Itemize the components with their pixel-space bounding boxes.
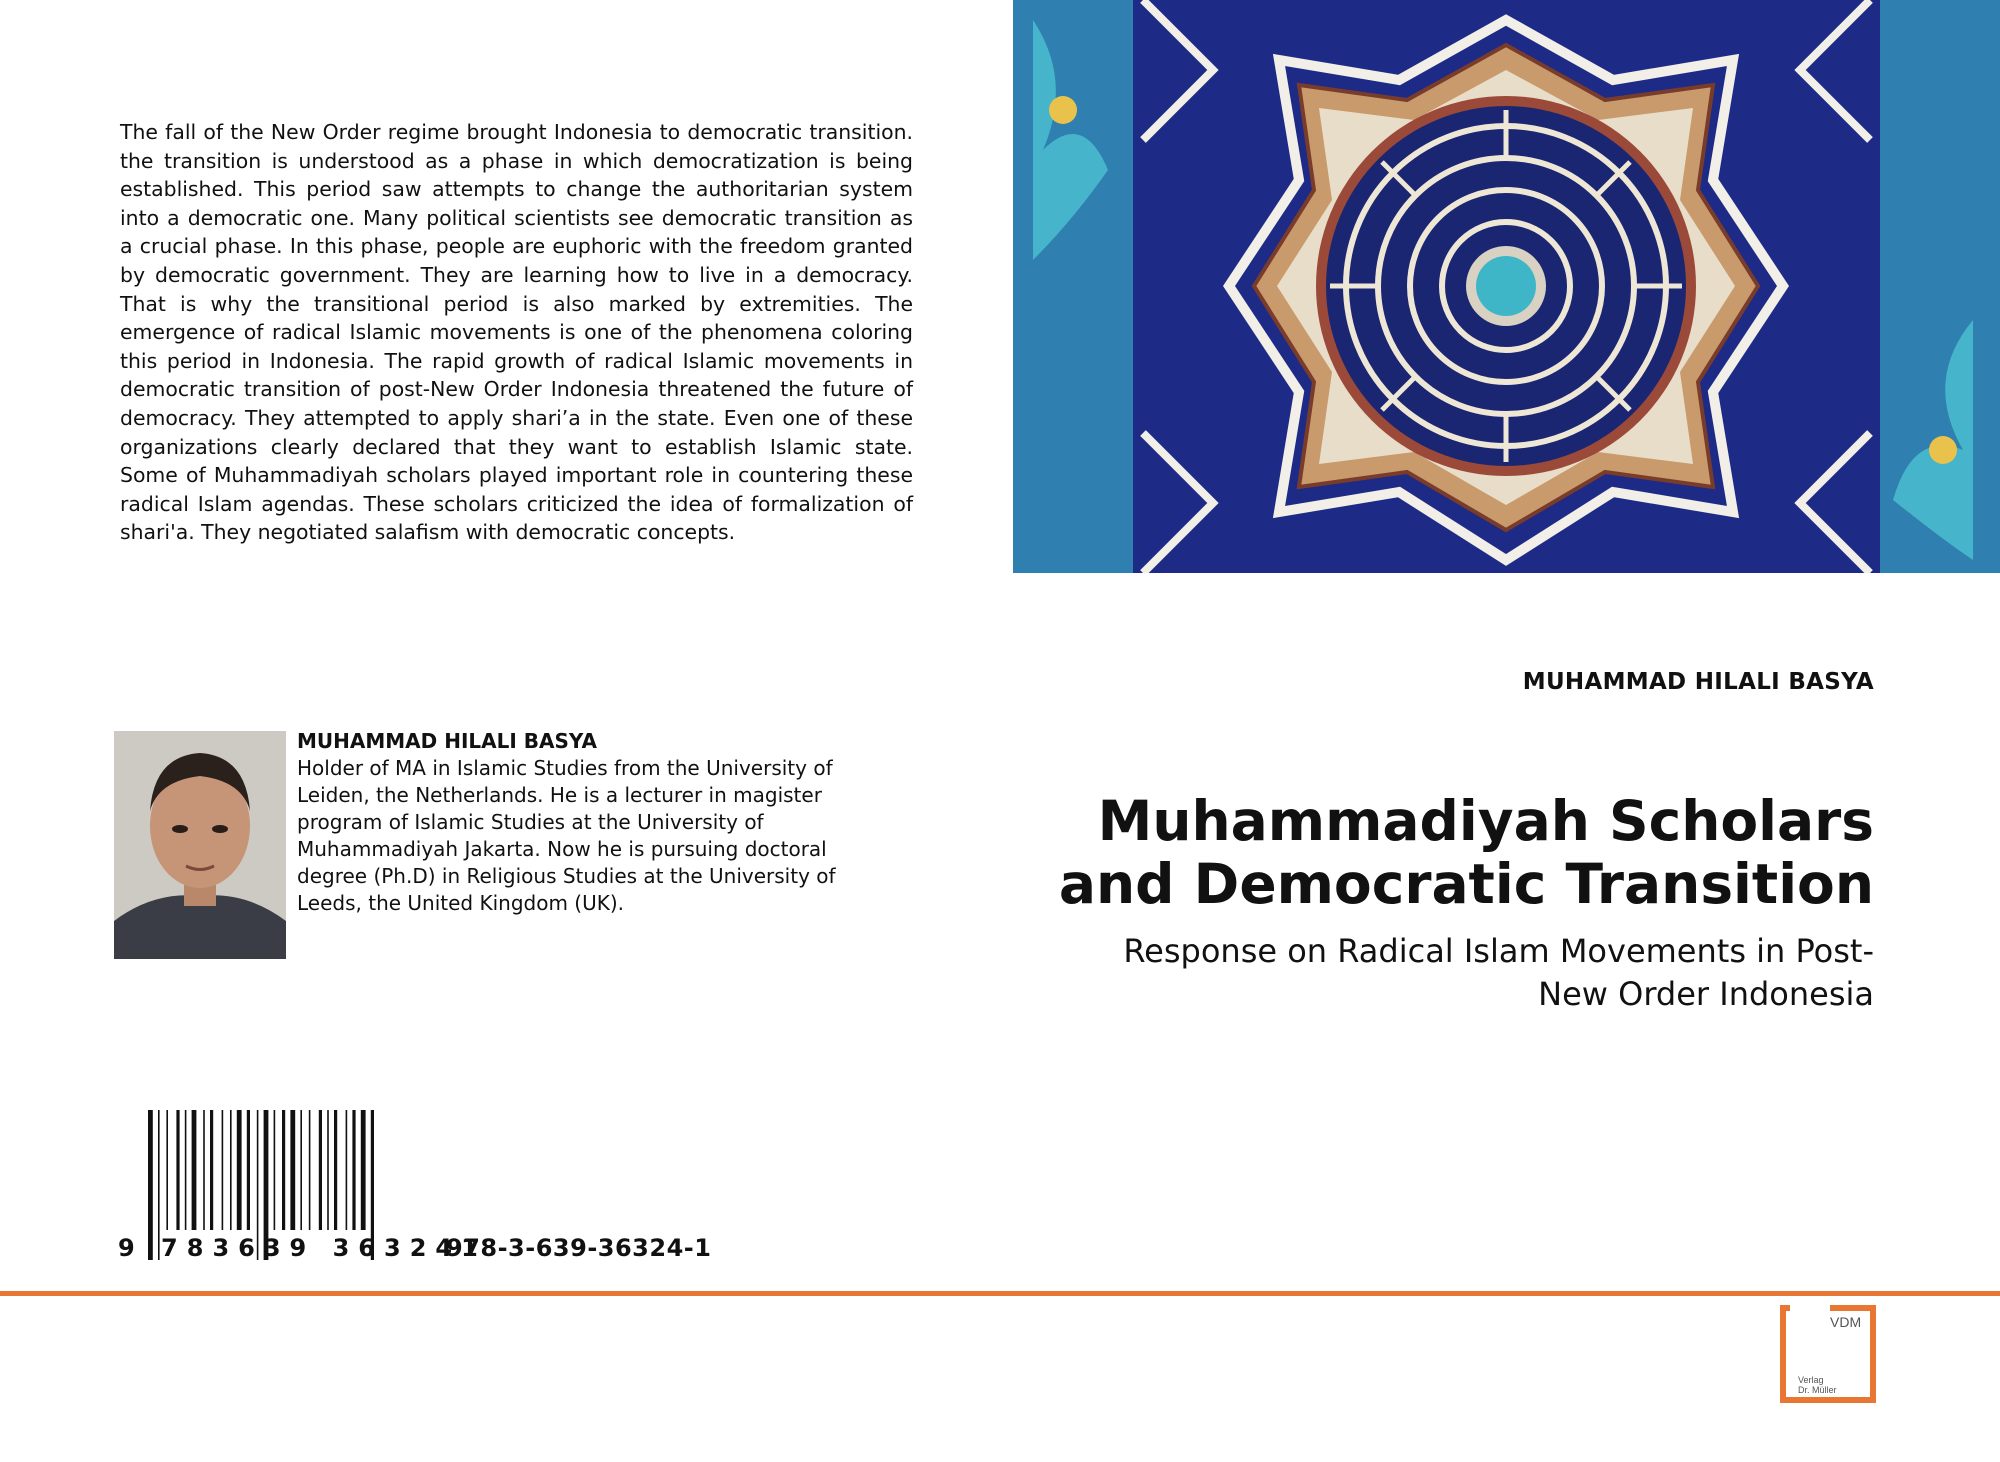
vdm-brand-text: VDM bbox=[1830, 1314, 1862, 1330]
barcode-bar bbox=[247, 1110, 250, 1230]
vdm-line2: Dr. Müller bbox=[1798, 1385, 1837, 1395]
orange-divider bbox=[0, 1291, 2000, 1296]
barcode-bar bbox=[334, 1110, 337, 1230]
barcode-bar bbox=[327, 1110, 329, 1230]
barcode-bar bbox=[166, 1110, 168, 1230]
barcode-bar bbox=[309, 1110, 311, 1230]
cover-art-tile-mosaic bbox=[1013, 0, 2000, 573]
barcode-bar bbox=[346, 1110, 348, 1230]
barcode-bar bbox=[282, 1110, 285, 1230]
barcode-bar bbox=[222, 1110, 224, 1230]
barcode-bar bbox=[203, 1110, 205, 1230]
barcode-digits: 9 783639 363241 bbox=[118, 1234, 487, 1262]
book-title: Muhammadiyah Scholars and Democratic Transition bbox=[1058, 789, 1874, 916]
barcode-bar bbox=[274, 1110, 276, 1230]
barcode-bar bbox=[185, 1110, 187, 1230]
book-subtitle: Response on Radical Islam Movements in Post-New Order Indonesia bbox=[1123, 932, 1874, 1013]
author-bio-name: MUHAMMAD HILALI BASYA bbox=[297, 729, 597, 753]
barcode-bar bbox=[230, 1110, 232, 1230]
barcode-bar bbox=[237, 1110, 242, 1230]
barcode-bar bbox=[290, 1110, 295, 1230]
vdm-line1: Verlag bbox=[1798, 1375, 1824, 1385]
barcode-bar bbox=[192, 1110, 197, 1230]
author-bio-text: Holder of MA in Islamic Studies from the University of Leiden, the Netherlands. He is a lecturer in magister program of Islamic Studies at the University of Muhammadiyah Jakarta. Now he is pursuing doctoral degree (Ph.D) in Religious Studies at the University of Leeds, the United Kingdom (UK). bbox=[297, 756, 836, 915]
barcode-bar bbox=[361, 1110, 366, 1230]
front-cover-author: MUHAMMAD HILALI BASYA bbox=[1522, 669, 1874, 695]
barcode-bar bbox=[319, 1110, 322, 1230]
barcode-bar bbox=[176, 1110, 179, 1230]
barcode-bar bbox=[300, 1110, 302, 1230]
vdm-publisher-logo bbox=[1780, 1305, 1876, 1403]
back-cover-blurb: The fall of the New Order regime brought Indonesia to democratic transition. the transition is understood as a phase in which democratization is being established. This period saw attempts to change the authoritarian system into a democratic one. Many political scientists see democratic transition as a crucial phase. In this phase, people are euphoric with the freedom granted by democratic government. They are learning how to live in a democracy. That is why the transitional period is also marked by extremities. The emergence of radical Islamic movements is one of the phenomena coloring this period in Indonesia. The rapid growth of radical Islamic movements in democratic transition of post-New Order Indonesia threatened the future of democracy. They attempted to apply shari’a in the state. Even one of these organizations clearly declared that they want to establish Islamic state. Some of Muhammadiyah scholars played important role in countering these radical Islam agendas. These scholars criticized the idea of formalization of shari'a. They negotiated salafism with democratic concepts. bbox=[120, 120, 913, 545]
isbn-number: 978-3-639-36324-1 bbox=[446, 1234, 712, 1262]
author-photo bbox=[114, 731, 286, 959]
barcode-bar bbox=[210, 1110, 213, 1230]
barcode-bar bbox=[352, 1110, 355, 1230]
author-bio bbox=[297, 728, 857, 917]
